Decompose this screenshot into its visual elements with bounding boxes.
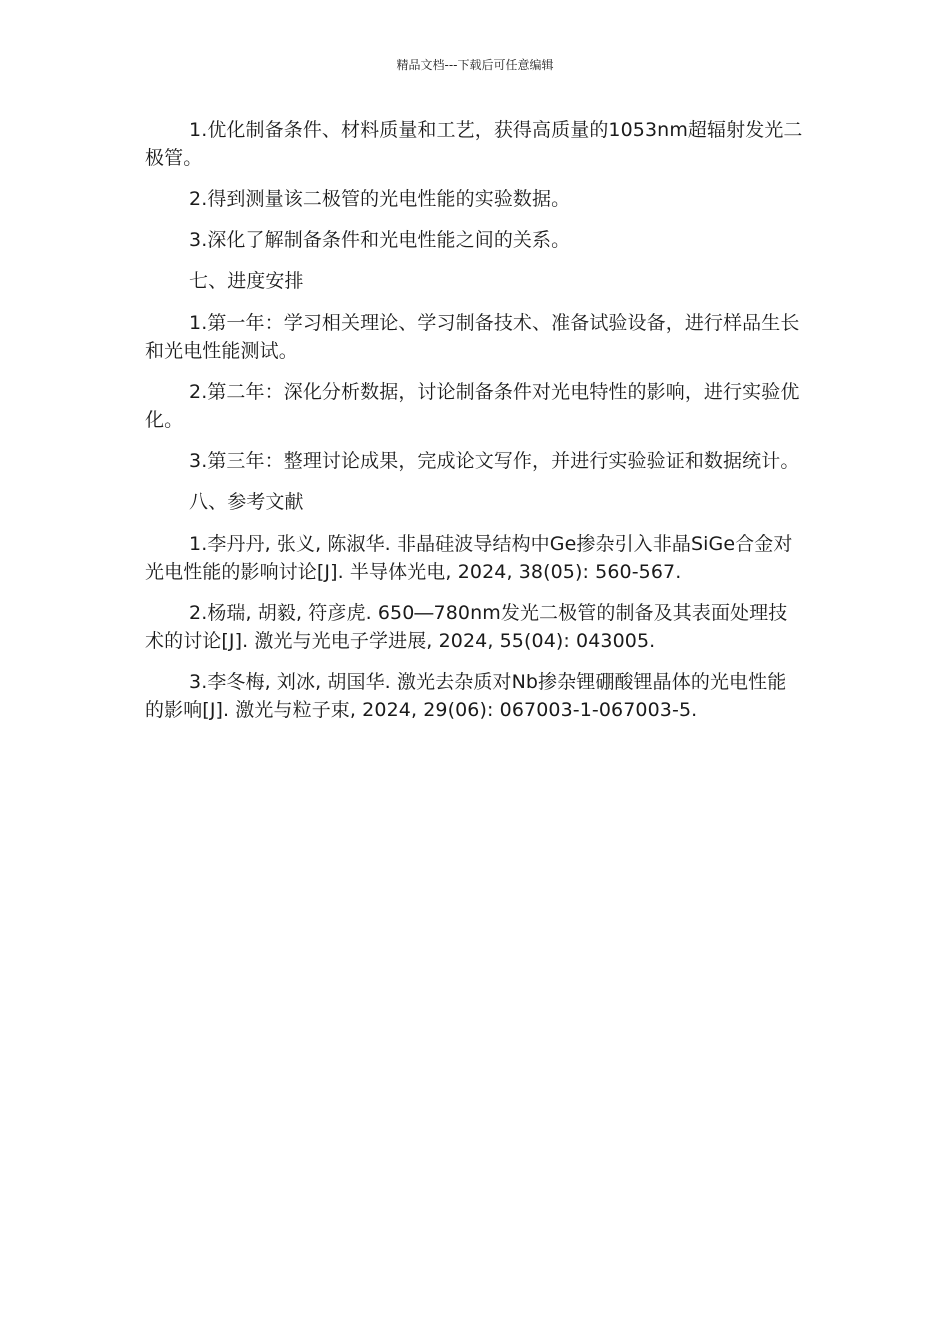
- schedule-item-3: 3.第三年：整理讨论成果，完成论文写作，并进行实验验证和数据统计。: [189, 450, 800, 472]
- section-heading-schedule: 七、进度安排: [189, 270, 304, 292]
- outcome-item-2: 2.得到测量该二极管的光电性能的实验数据。: [189, 188, 571, 210]
- reference-item-3: 3.李冬梅, 刘冰, 胡国华. 激光去杂质对Nb掺杂锂硼酸锂晶体的光电性能的影响[J]. 激光与粒子束, 2024, 29(06): 067003-1-067003-5.: [145, 671, 787, 721]
- schedule-item-1: 1.第一年：学习相关理论、学习制备技术、准备试验设备，进行样品生长和光电性能测试。: [145, 312, 800, 362]
- outcome-item-1: 1.优化制备条件、材料质量和工艺，获得高质量的1053nm超辐射发光二极管。: [145, 119, 803, 169]
- reference-item-2: 2.杨瑞, 胡毅, 符彦虎. 650―780nm发光二极管的制备及其表面处理技术的讨论[J]. 激光与光电子学进展, 2024, 55(04): 043005.: [145, 602, 788, 652]
- page-header: 精品文档---下载后可任意编辑: [396, 58, 554, 72]
- section-heading-references: 八、参考文献: [189, 491, 304, 513]
- schedule-item-2: 2.第二年：深化分析数据，讨论制备条件对光电特性的影响，进行实验优化。: [145, 381, 800, 431]
- reference-item-1: 1.李丹丹, 张义, 陈淑华. 非晶硅波导结构中Ge掺杂引入非晶SiGe合金对光电性能的影响讨论[J]. 半导体光电, 2024, 38(05): 560-567.: [145, 533, 793, 583]
- outcome-item-3: 3.深化了解制备条件和光电性能之间的关系。: [189, 229, 571, 251]
- document-body: [145, 116, 805, 737]
